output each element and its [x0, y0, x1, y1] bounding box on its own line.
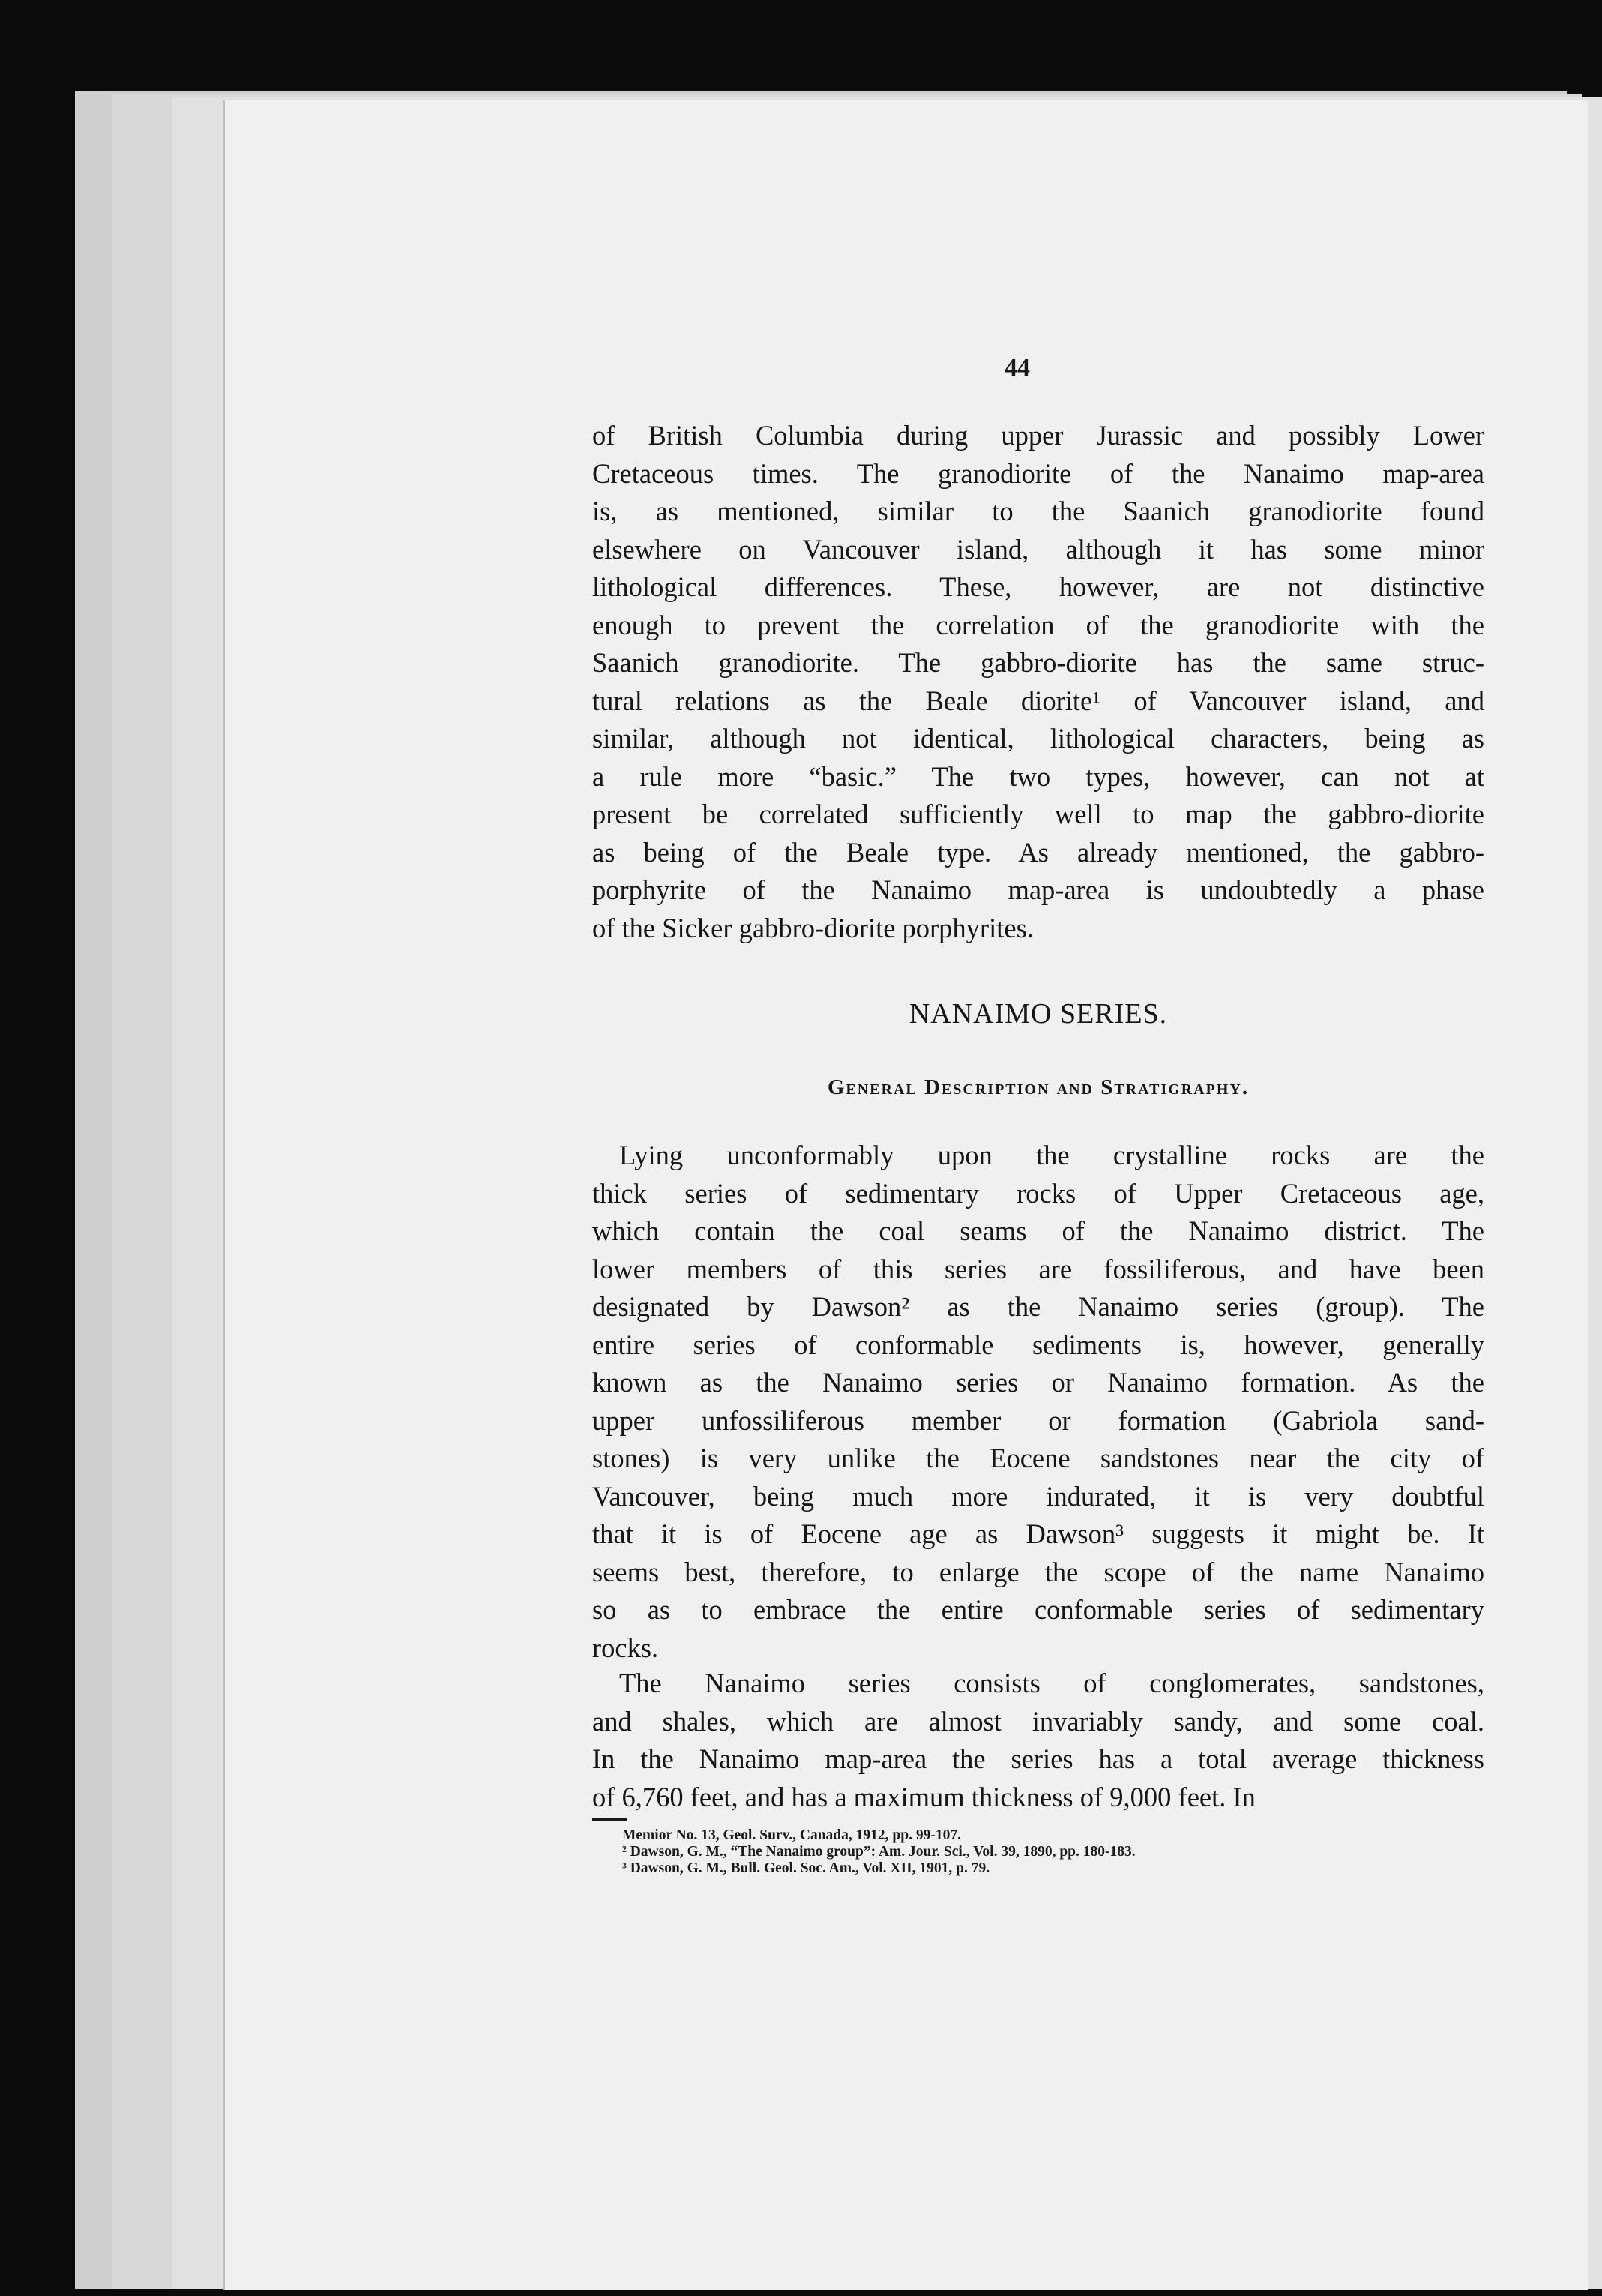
text-line: Vancouver, being much more indurated, it is very doubtful	[592, 1480, 1484, 1512]
paragraph-composition	[592, 1665, 1484, 1816]
text-line: Saanich granodiorite. The gabbro-diorite has the same struc-	[592, 647, 1484, 678]
footnote-divider	[592, 1818, 627, 1821]
section-title: NANAIMO SERIES.	[909, 998, 1168, 1030]
text-line: enough to prevent the correlation of the granodiorite with the	[592, 609, 1484, 640]
text-line: Cretaceous times. The granodiorite of the Nanaimo map-area	[592, 457, 1484, 489]
text-line: Lying unconformably upon the crystalline rocks are the	[619, 1140, 1484, 1170]
footnotes	[622, 1827, 1136, 1877]
text-line: similar, although not identical, lithological characters, being as	[592, 723, 1484, 754]
text-line: as being of the Beale type. As already mentioned, the gabbro-	[592, 836, 1484, 868]
page-number: 44	[1005, 354, 1030, 382]
text-line: is, as mentioned, similar to the Saanich granodiorite found	[592, 496, 1484, 526]
text-line: porphyrite of the Nanaimo map-area is undoubtedly a phase	[592, 874, 1484, 905]
text-line: rocks.	[592, 1632, 659, 1663]
text-line: of the Sicker gabbro-diorite porphyrites.	[592, 912, 1034, 943]
text-line: known as the Nanaimo series or Nanaimo formation. As the	[592, 1367, 1484, 1398]
text-line: of British Columbia during upper Jurassic and possibly Lower	[592, 420, 1484, 451]
footnote-3: ³ Dawson, G. M., Bull. Geol. Soc. Am., Vol. XII, 1901, p. 79.	[622, 1860, 990, 1876]
subsection-title: General Description and Stratigraphy.	[827, 1075, 1250, 1099]
text-line: designated by Dawson² as the Nanaimo series (group). The	[592, 1291, 1484, 1322]
paragraph-granodiorite	[592, 417, 1484, 947]
text-line: elsewhere on Vancouver island, although it has some minor	[592, 533, 1484, 565]
text-line: so as to embrace the entire conformable series of sedimentary	[592, 1594, 1484, 1625]
text-line: upper unfossiliferous member or formation (Gabriola sand-	[592, 1404, 1484, 1436]
text-line: lithological differences. These, however, are not distinctive	[592, 571, 1484, 602]
text-line: lower members of this series are fossiliferous, and have been	[592, 1253, 1484, 1284]
text-line: which contain the coal seams of the Nanaimo district. The	[592, 1215, 1484, 1246]
text-line: seems best, therefore, to enlarge the scope of the name Nanaimo	[592, 1556, 1484, 1587]
text-line: The Nanaimo series consists of conglomerates, sandstones,	[619, 1668, 1484, 1698]
paragraph-nanaimo-series	[592, 1137, 1484, 1667]
text-line: In the Nanaimo map-area the series has a total average thickness	[592, 1743, 1484, 1774]
footnote-2: ² Dawson, G. M., “The Nanaimo group”: Am. Jour. Sci., Vol. 39, 1890, pp. 180-183.	[622, 1844, 1136, 1860]
text-line: thick series of sedimentary rocks of Upper Cretaceous age,	[592, 1177, 1484, 1209]
text-line: stones) is very unlike the Eocene sandstones near the city of	[592, 1443, 1484, 1473]
text-line: that it is of Eocene age as Dawson³ suggests it might be. It	[592, 1518, 1484, 1549]
text-line: present be correlated sufficiently well to map the gabbro-diorite	[592, 799, 1484, 829]
footnote-1: Memior No. 13, Geol. Surv., Canada, 1912, pp. 99-107.	[622, 1827, 961, 1843]
text-line: tural relations as the Beale diorite¹ of Vancouver island, and	[592, 685, 1484, 716]
text-line: entire series of conformable sediments is, however, generally	[592, 1329, 1484, 1360]
text-line: of 6,760 feet, and has a maximum thickness of 9,000 feet. In	[592, 1781, 1256, 1812]
text-line: and shales, which are almost invariably sandy, and some coal.	[592, 1705, 1484, 1737]
text-line: a rule more “basic.” The two types, however, can not at	[592, 760, 1484, 792]
